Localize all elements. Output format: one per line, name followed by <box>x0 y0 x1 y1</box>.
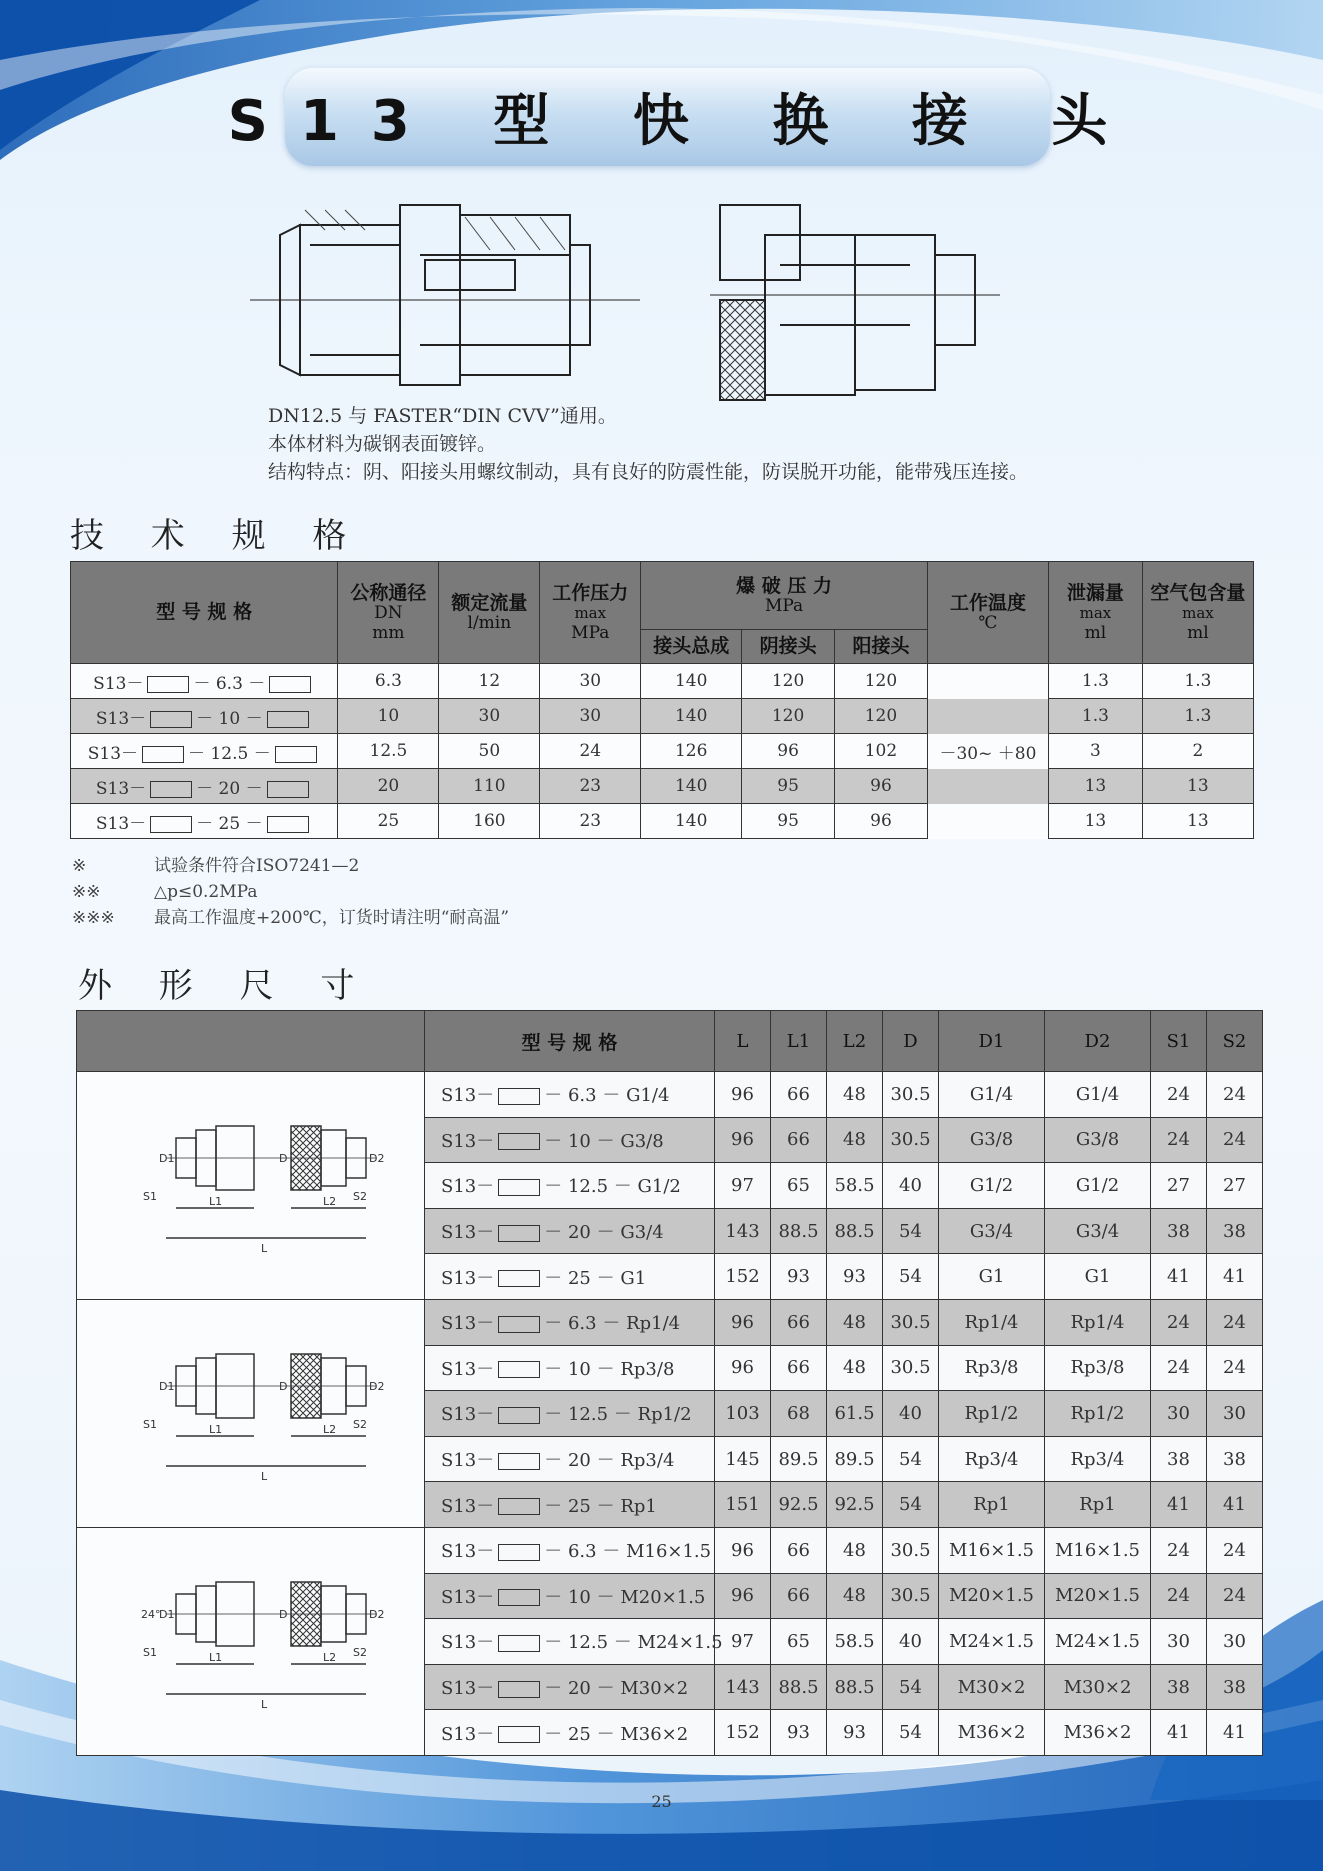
header-model: 型 号 规 格 <box>425 1011 715 1072</box>
cell-D: 30.5 <box>883 1345 939 1391</box>
header-burst-male: 阳接头 <box>835 630 928 664</box>
cell-S2: 41 <box>1207 1710 1263 1756</box>
diagram-label: D <box>278 1379 287 1393</box>
model-code-box <box>498 1179 540 1196</box>
diagram-label: D2 <box>368 1379 384 1393</box>
cell-D2: M24×1.5 <box>1045 1619 1151 1665</box>
cell-air: 1.3 <box>1142 664 1253 699</box>
cell-D2: G1/2 <box>1045 1163 1151 1209</box>
cell-dn: 20 <box>338 769 439 804</box>
model-code-box <box>498 1726 540 1743</box>
page-title: S13 型 快 换 接 头 <box>227 89 1140 154</box>
diagram-label: L <box>260 1469 267 1483</box>
model-cell: S13－ － 6.3 － <box>71 664 338 699</box>
cell-L2: 61.5 <box>827 1391 883 1437</box>
diagram-label: D1 <box>158 1151 174 1165</box>
cell-L1: 88.5 <box>771 1664 827 1710</box>
diagram-cell <box>77 1072 425 1300</box>
cell-burst_male: 96 <box>835 804 928 839</box>
cell-L2: 92.5 <box>827 1482 883 1528</box>
cell-dn: 6.3 <box>338 664 439 699</box>
cell-S2: 30 <box>1207 1391 1263 1437</box>
cell-L: 103 <box>715 1391 771 1437</box>
header-temp: 工作温度 ℃ <box>927 562 1048 664</box>
cell-D1: Rp3/8 <box>939 1345 1045 1391</box>
cell-L1: 66 <box>771 1299 827 1345</box>
model-code-box <box>498 1133 540 1150</box>
model-cell: S13－ － 20 － M30×2 <box>425 1664 715 1710</box>
cell-L: 145 <box>715 1436 771 1482</box>
cell-leak: 13 <box>1049 769 1143 804</box>
cell-S1: 41 <box>1151 1482 1207 1528</box>
cell-L: 96 <box>715 1345 771 1391</box>
header-air: 空气包含量 max ml <box>1142 562 1253 664</box>
model-code-box <box>498 1681 540 1698</box>
model-code-box <box>498 1361 540 1378</box>
spec-table <box>70 561 1254 839</box>
cell-burst_male: 102 <box>835 734 928 769</box>
cell-L1: 66 <box>771 1527 827 1573</box>
cell-L: 96 <box>715 1527 771 1573</box>
diagram-label: D <box>278 1607 287 1621</box>
title-banner <box>227 68 1140 166</box>
header-flow: 额定流量 l/min <box>439 562 540 664</box>
model-code-box <box>498 1589 540 1606</box>
cell-D1: G1/2 <box>939 1163 1045 1209</box>
cell-L2: 48 <box>827 1117 883 1163</box>
cell-D1: M30×2 <box>939 1664 1045 1710</box>
model-cell: S13－ － 20 － Rp3/4 <box>425 1436 715 1482</box>
diagram-label: D2 <box>368 1607 384 1621</box>
header-S1: S1 <box>1151 1011 1207 1072</box>
model-code-box <box>269 676 311 693</box>
cell-L2: 58.5 <box>827 1163 883 1209</box>
cell-L1: 88.5 <box>771 1208 827 1254</box>
cell-D: 30.5 <box>883 1072 939 1118</box>
model-code-box <box>267 781 309 798</box>
cell-burst_female: 120 <box>742 664 835 699</box>
cell-burst_total: 140 <box>641 769 742 804</box>
header-S2: S2 <box>1207 1011 1263 1072</box>
cell-dn: 25 <box>338 804 439 839</box>
diagram-label: L1 <box>208 1194 222 1208</box>
cell-D: 30.5 <box>883 1117 939 1163</box>
cell-burst_male: 120 <box>835 664 928 699</box>
model-cell: S13－ － 10 － <box>71 699 338 734</box>
cell-D1: M24×1.5 <box>939 1619 1045 1665</box>
cell-D: 30.5 <box>883 1527 939 1573</box>
cell-D: 30.5 <box>883 1299 939 1345</box>
cell-D: 54 <box>883 1710 939 1756</box>
cell-S2: 27 <box>1207 1163 1263 1209</box>
cell-L2: 48 <box>827 1072 883 1118</box>
diagram-label: 24° <box>140 1607 160 1621</box>
cell-L: 96 <box>715 1299 771 1345</box>
cell-leak: 1.3 <box>1049 699 1143 734</box>
cell-D1: G3/4 <box>939 1208 1045 1254</box>
cell-S2: 41 <box>1207 1254 1263 1300</box>
cell-D2: Rp1/2 <box>1045 1391 1151 1437</box>
cell-D2: Rp1/4 <box>1045 1299 1151 1345</box>
dimension-row <box>77 1072 1263 1118</box>
cell-temp <box>927 699 1048 734</box>
header-L: L <box>715 1011 771 1072</box>
diagram-cell <box>77 1527 425 1755</box>
cell-temp <box>927 664 1048 699</box>
header-burst: 爆 破 压 力 MPa <box>641 562 928 630</box>
cell-S1: 38 <box>1151 1664 1207 1710</box>
cell-D1: G3/8 <box>939 1117 1045 1163</box>
note-line: DN12.5 与 FASTER“DIN CVV”通用。 <box>268 405 617 427</box>
cell-L2: 88.5 <box>827 1208 883 1254</box>
cell-D: 54 <box>883 1254 939 1300</box>
header-D: D <box>883 1011 939 1072</box>
cell-S1: 41 <box>1151 1710 1207 1756</box>
footnotes <box>72 853 509 931</box>
cell-S1: 27 <box>1151 1163 1207 1209</box>
dimension-table <box>76 1010 1263 1756</box>
diagram-label: L <box>260 1241 267 1255</box>
cell-L: 152 <box>715 1254 771 1300</box>
diagram-label: D <box>278 1151 287 1165</box>
cell-D2: M16×1.5 <box>1045 1527 1151 1573</box>
dimension-diagram <box>121 1108 384 1258</box>
cell-L: 96 <box>715 1573 771 1619</box>
model-cell: S13－ － 25 － M36×2 <box>425 1710 715 1756</box>
cell-L: 97 <box>715 1163 771 1209</box>
footnote: ※※ △p≤0.2MPa <box>72 882 258 902</box>
cell-D: 30.5 <box>883 1573 939 1619</box>
cell-D2: M36×2 <box>1045 1710 1151 1756</box>
cell-D2: G3/8 <box>1045 1117 1151 1163</box>
cell-S1: 24 <box>1151 1072 1207 1118</box>
cell-D1: Rp1/4 <box>939 1299 1045 1345</box>
cell-L1: 66 <box>771 1072 827 1118</box>
cell-L2: 93 <box>827 1254 883 1300</box>
header-burst-female: 阴接头 <box>742 630 835 664</box>
cell-leak: 1.3 <box>1049 664 1143 699</box>
cell-S1: 24 <box>1151 1527 1207 1573</box>
cell-S1: 24 <box>1151 1117 1207 1163</box>
cell-S2: 38 <box>1207 1664 1263 1710</box>
dimension-diagram <box>121 1564 384 1714</box>
cell-flow: 160 <box>439 804 540 839</box>
cell-L2: 48 <box>827 1345 883 1391</box>
model-cell: S13－ － 12.5 － M24×1.5 <box>425 1619 715 1665</box>
header-L1: L1 <box>771 1011 827 1072</box>
cell-S1: 24 <box>1151 1345 1207 1391</box>
cell-L2: 48 <box>827 1573 883 1619</box>
cell-D1: M16×1.5 <box>939 1527 1045 1573</box>
spec-row <box>71 804 1254 839</box>
cell-S1: 41 <box>1151 1254 1207 1300</box>
cell-burst_total: 140 <box>641 664 742 699</box>
dimension-row <box>77 1527 1263 1573</box>
diagram-label: S2 <box>352 1417 367 1431</box>
diagram-label: S1 <box>142 1645 157 1659</box>
model-code-box <box>498 1453 540 1470</box>
spec-section-title: 技 术 规 格 <box>70 516 365 556</box>
cell-S2: 41 <box>1207 1482 1263 1528</box>
header-model: 型 号 规 格 <box>71 562 338 664</box>
cell-L1: 93 <box>771 1710 827 1756</box>
cell-L: 151 <box>715 1482 771 1528</box>
diagram-label: S1 <box>142 1417 157 1431</box>
model-code-box <box>267 816 309 833</box>
cell-L2: 88.5 <box>827 1664 883 1710</box>
cell-D: 54 <box>883 1664 939 1710</box>
header-D1: D1 <box>939 1011 1045 1072</box>
model-code-box <box>150 781 192 798</box>
model-code-box <box>142 746 184 763</box>
model-cell: S13－ － 12.5 － <box>71 734 338 769</box>
model-cell: S13－ － 6.3 － Rp1/4 <box>425 1299 715 1345</box>
cell-L1: 66 <box>771 1345 827 1391</box>
header-L2: L2 <box>827 1011 883 1072</box>
cell-D1: Rp1 <box>939 1482 1045 1528</box>
cell-L1: 65 <box>771 1163 827 1209</box>
cell-pressure: 30 <box>540 664 641 699</box>
cell-L1: 89.5 <box>771 1436 827 1482</box>
cell-L1: 65 <box>771 1619 827 1665</box>
cell-L2: 93 <box>827 1710 883 1756</box>
model-cell: S13－ － 20 － <box>71 769 338 804</box>
diagram-label: L <box>260 1697 267 1711</box>
diagram-label: L1 <box>208 1422 222 1436</box>
dim-section-title: 外 形 尺 寸 <box>78 966 373 1006</box>
cell-D: 54 <box>883 1482 939 1528</box>
header-D2: D2 <box>1045 1011 1151 1072</box>
cell-S1: 38 <box>1151 1208 1207 1254</box>
cell-temp <box>927 804 1048 839</box>
coupling-half-drawing <box>710 205 1000 400</box>
cell-pressure: 23 <box>540 769 641 804</box>
dimension-row <box>77 1299 1263 1345</box>
cell-S2: 24 <box>1207 1117 1263 1163</box>
model-code-box <box>150 711 192 728</box>
cell-dn: 12.5 <box>338 734 439 769</box>
model-code-box <box>498 1544 540 1561</box>
cell-temp <box>927 769 1048 804</box>
cell-D2: G1 <box>1045 1254 1151 1300</box>
diagram-label: S2 <box>352 1189 367 1203</box>
cell-L1: 66 <box>771 1573 827 1619</box>
diagram-label: S2 <box>352 1645 367 1659</box>
cell-burst_female: 95 <box>742 804 835 839</box>
cell-burst_total: 126 <box>641 734 742 769</box>
model-code-box <box>498 1407 540 1424</box>
cell-S2: 30 <box>1207 1619 1263 1665</box>
header-diagram <box>77 1011 425 1072</box>
model-cell: S13－ － 25 － <box>71 804 338 839</box>
cell-burst_female: 96 <box>742 734 835 769</box>
cell-S2: 24 <box>1207 1527 1263 1573</box>
cell-pressure: 23 <box>540 804 641 839</box>
cell-L1: 68 <box>771 1391 827 1437</box>
cell-D2: Rp3/4 <box>1045 1436 1151 1482</box>
spec-row <box>71 699 1254 734</box>
coupling-section-drawing <box>250 205 640 385</box>
cell-S2: 38 <box>1207 1436 1263 1482</box>
model-cell: S13－ － 10 － Rp3/8 <box>425 1345 715 1391</box>
cell-S2: 24 <box>1207 1573 1263 1619</box>
cell-S1: 30 <box>1151 1391 1207 1437</box>
cell-flow: 50 <box>439 734 540 769</box>
cell-S1: 24 <box>1151 1299 1207 1345</box>
diagram-label: D1 <box>158 1379 174 1393</box>
model-cell: S13－ － 10 － M20×1.5 <box>425 1573 715 1619</box>
cell-D1: Rp3/4 <box>939 1436 1045 1482</box>
model-code-box <box>150 816 192 833</box>
cell-burst_male: 120 <box>835 699 928 734</box>
spec-row <box>71 769 1254 804</box>
header-leak: 泄漏量 max ml <box>1049 562 1143 664</box>
model-cell: S13－ － 12.5 － G1/2 <box>425 1163 715 1209</box>
diagram-cell <box>77 1299 425 1527</box>
spec-row <box>71 734 1254 769</box>
cell-D1: G1 <box>939 1254 1045 1300</box>
model-cell: S13－ － 6.3 － M16×1.5 <box>425 1527 715 1573</box>
cell-pressure: 30 <box>540 699 641 734</box>
cell-D: 40 <box>883 1619 939 1665</box>
cell-D1: G1/4 <box>939 1072 1045 1118</box>
cell-S1: 30 <box>1151 1619 1207 1665</box>
diagram-label: L2 <box>322 1650 336 1664</box>
cell-L1: 93 <box>771 1254 827 1300</box>
cell-L2: 48 <box>827 1527 883 1573</box>
diagram-label: S1 <box>142 1189 157 1203</box>
cell-flow: 12 <box>439 664 540 699</box>
cell-air: 13 <box>1142 769 1253 804</box>
diagram-label: D1 <box>158 1607 174 1621</box>
model-cell: S13－ － 12.5 － Rp1/2 <box>425 1391 715 1437</box>
cell-L2: 89.5 <box>827 1436 883 1482</box>
model-cell: S13－ － 20 － G3/4 <box>425 1208 715 1254</box>
cell-flow: 110 <box>439 769 540 804</box>
cell-D1: M36×2 <box>939 1710 1045 1756</box>
cell-S1: 38 <box>1151 1436 1207 1482</box>
note-line: 本体材料为碳钢表面镀锌。 <box>268 433 497 455</box>
model-code-box <box>498 1498 540 1515</box>
cell-burst_total: 140 <box>641 804 742 839</box>
product-notes <box>268 402 1028 486</box>
model-code-box <box>275 746 317 763</box>
cell-L: 96 <box>715 1072 771 1118</box>
cell-S2: 24 <box>1207 1345 1263 1391</box>
model-code-box <box>498 1088 540 1105</box>
spec-row <box>71 664 1254 699</box>
model-cell: S13－ － 6.3 － G1/4 <box>425 1072 715 1118</box>
cell-S2: 38 <box>1207 1208 1263 1254</box>
footnote: ※ 试验条件符合ISO7241—2 <box>72 856 360 876</box>
header-dn: 公称通径 DN mm <box>338 562 439 664</box>
cell-burst_male: 96 <box>835 769 928 804</box>
cell-dn: 10 <box>338 699 439 734</box>
cell-L2: 48 <box>827 1299 883 1345</box>
page-number: 25 <box>651 1792 672 1811</box>
dimension-diagram <box>121 1336 384 1486</box>
cell-S2: 24 <box>1207 1072 1263 1118</box>
cell-D1: M20×1.5 <box>939 1573 1045 1619</box>
model-cell: S13－ － 25 － Rp1 <box>425 1482 715 1528</box>
diagram-label: L1 <box>208 1650 222 1664</box>
model-code-box <box>498 1316 540 1333</box>
cell-L2: 58.5 <box>827 1619 883 1665</box>
model-code-box <box>498 1635 540 1652</box>
diagram-label: L2 <box>322 1194 336 1208</box>
cell-air: 13 <box>1142 804 1253 839</box>
model-cell: S13－ － 25 － G1 <box>425 1254 715 1300</box>
cell-D2: G1/4 <box>1045 1072 1151 1118</box>
cell-L: 143 <box>715 1664 771 1710</box>
cell-burst_female: 120 <box>742 699 835 734</box>
cell-D: 54 <box>883 1208 939 1254</box>
model-code-box <box>267 711 309 728</box>
cell-L: 97 <box>715 1619 771 1665</box>
cell-L1: 92.5 <box>771 1482 827 1528</box>
cell-leak: 13 <box>1049 804 1143 839</box>
footnote: ※※※ 最高工作温度+200℃，订货时请注明“耐高温” <box>72 908 510 928</box>
diagram-label: D2 <box>368 1151 384 1165</box>
cell-D2: M20×1.5 <box>1045 1573 1151 1619</box>
cell-S2: 24 <box>1207 1299 1263 1345</box>
cell-L: 96 <box>715 1117 771 1163</box>
cell-S1: 24 <box>1151 1573 1207 1619</box>
cell-burst_total: 140 <box>641 699 742 734</box>
model-code-box <box>498 1225 540 1242</box>
header-pressure: 工作压力 max MPa <box>540 562 641 664</box>
cell-D1: Rp1/2 <box>939 1391 1045 1437</box>
cell-L: 152 <box>715 1710 771 1756</box>
cell-pressure: 24 <box>540 734 641 769</box>
cell-L1: 66 <box>771 1117 827 1163</box>
model-cell: S13－ － 10 － G3/8 <box>425 1117 715 1163</box>
header-burst-total: 接头总成 <box>641 630 742 664</box>
cell-D2: G3/4 <box>1045 1208 1151 1254</box>
model-code-box <box>498 1270 540 1287</box>
cell-D2: Rp1 <box>1045 1482 1151 1528</box>
cell-D: 54 <box>883 1436 939 1482</box>
model-code-box <box>147 676 189 693</box>
cell-D2: Rp3/8 <box>1045 1345 1151 1391</box>
cell-air: 2 <box>1142 734 1253 769</box>
cell-air: 1.3 <box>1142 699 1253 734</box>
cell-burst_female: 95 <box>742 769 835 804</box>
note-line: 结构特点：阴、阳接头用螺纹制动，具有良好的防震性能，防误脱开功能，能带残压连接。 <box>268 461 1029 483</box>
cell-D2: M30×2 <box>1045 1664 1151 1710</box>
diagram-label: L2 <box>322 1422 336 1436</box>
cell-L: 143 <box>715 1208 771 1254</box>
cell-D: 40 <box>883 1391 939 1437</box>
cell-leak: 3 <box>1049 734 1143 769</box>
cell-temp: －30~ ＋80 <box>927 734 1048 769</box>
cell-D: 40 <box>883 1163 939 1209</box>
cell-flow: 30 <box>439 699 540 734</box>
